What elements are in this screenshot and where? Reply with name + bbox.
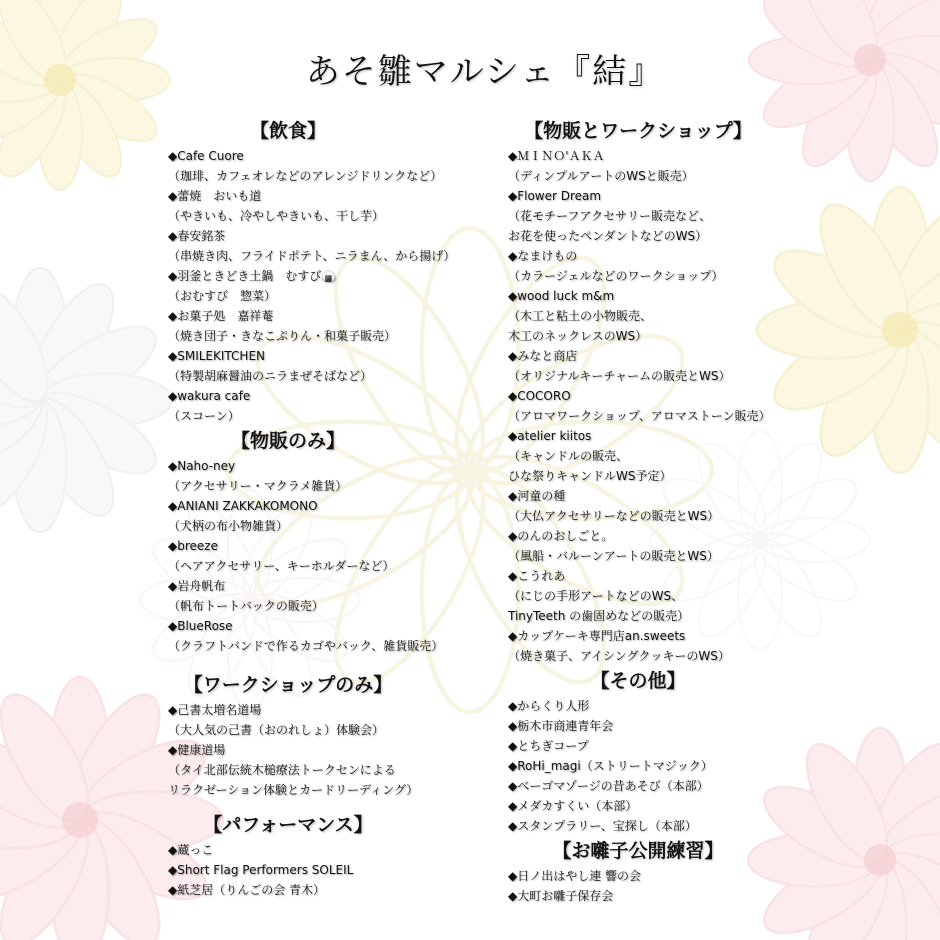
right-column	[508, 116, 808, 906]
list-item-detail: お花を使ったペンダントなどのWS）	[508, 229, 708, 243]
section-ohayashi-practice	[508, 836, 808, 906]
section-goods-and-workshop	[508, 116, 808, 666]
list-item-detail: （オリジナルキーチャームの販売とWS）	[508, 369, 731, 383]
list-item-detail: （珈琲、カフェオレなどのアレンジドリンクなど）	[168, 169, 443, 183]
list-item: ◆とちぎコープ	[508, 739, 589, 753]
list-item-detail: （おむすび 惣菜）	[168, 289, 277, 303]
list-item: ◆atelier kiitos	[508, 429, 592, 443]
list-item: ◆のんのおしごと。	[508, 529, 614, 543]
list-item-detail: （スコーン）	[168, 409, 240, 423]
list-item-detail: （アロマワークショップ、アロマストーン販売）	[508, 409, 771, 423]
list-item-detail: （大仏アクセサリーなどの販売とWS）	[508, 509, 720, 523]
list-item: ◆COCORO	[508, 389, 571, 403]
list-item: ◆Flower Dream	[508, 189, 602, 203]
list-item: ◆大町お囃子保存会	[508, 889, 614, 903]
list-item: ◆お菓子処 嘉祥菴	[168, 309, 274, 323]
list-item: ◆なまけもの	[508, 249, 578, 263]
section-heading: 【飲食】	[249, 120, 326, 142]
list-item: ◆栃木市商連青年会	[508, 719, 614, 733]
list-item-detail: （特製胡麻醤油のニラまぜそばなど）	[168, 369, 373, 383]
list-item: ◆蔵っこ	[168, 843, 214, 857]
list-item: ◆Cafe Cuore	[168, 149, 244, 163]
list-item-detail: （犬柄の布小物雑貨）	[168, 519, 289, 533]
section-heading: 【その他】	[590, 670, 686, 692]
list-item-detail: （ヘアアクセサリー、キーホルダーなど）	[168, 559, 395, 573]
section-heading: 【パフォーマンス】	[203, 814, 373, 836]
list-item: ◆日ノ出はやし連 響の会	[508, 869, 642, 883]
section-heading: 【ワークショップのみ】	[183, 674, 393, 696]
list-item-detail: （風船・バルーンアートの販売とWS）	[508, 549, 719, 563]
list-item: ◆Naho-ney	[168, 459, 236, 473]
list-item-detail: ひな祭りキャンドルWS予定）	[508, 469, 672, 483]
list-item: ◆breeze	[168, 539, 218, 553]
list-item: ◆SMILEKITCHEN	[168, 349, 266, 363]
list-item: ◆カップケーキ専門店an.sweets	[508, 629, 686, 643]
page-title: あそ雛マルシェ『結』	[305, 52, 665, 92]
list-item-detail: TinyTeeth の歯固めなどの販売）	[508, 609, 690, 623]
list-item-detail: （焼き菓子、アイシングクッキーのWS）	[508, 649, 730, 663]
list-item-detail: リラクゼーション体験とカードリーディング）	[168, 783, 419, 797]
list-item: ◆岩舟帆布	[168, 579, 226, 593]
list-item: ◆RoHi_magi（ストリートマジック）	[508, 759, 713, 773]
list-item-detail: （タイ北部伝統木槌療法トークセンによる	[168, 763, 396, 777]
section-workshop-only	[168, 670, 468, 800]
list-item: ◆蕾焼 おいも道	[168, 189, 262, 203]
list-item-detail: （焼き団子・きなこぷりん・和菓子販売）	[168, 329, 397, 343]
list-item-detail: 木工のネックレスのWS）	[508, 329, 648, 343]
section-heading: 【お囃子公開練習】	[552, 840, 724, 862]
list-item: ◆紙芝居（りんごの会 青木）	[168, 883, 326, 897]
list-item: ◆ＭＩＮＯ'ＡＫＡ	[508, 149, 605, 163]
left-column	[168, 116, 468, 900]
list-item-detail: （木工と粘土の小物販売、	[508, 309, 653, 323]
list-item: ◆羽釜ときどき土鍋 むすび🍙	[168, 269, 337, 283]
list-item-detail: （クラフトバンドで作るカゴやバック、雑貨販売）	[168, 639, 444, 653]
section-performance	[168, 810, 468, 900]
list-item: ◆健康道場	[168, 743, 226, 757]
section-heading: 【物販とワークショップ】	[524, 120, 752, 142]
list-item: ◆己書太増名道場	[168, 703, 262, 717]
list-item-detail: （花モチーフアクセサリー販売など、	[508, 209, 712, 223]
list-item-detail: （串焼き肉、フライドポテト、ニラまん、から揚げ）	[168, 249, 456, 263]
list-item-detail: （大人気の己書（おのれしょ）体験会）	[168, 723, 385, 737]
list-item: ◆春安銘茶	[168, 229, 226, 243]
list-item: ◆スタンプラリー、宝探し（本部）	[508, 819, 697, 833]
list-item: ◆からくり人形	[508, 699, 590, 713]
list-item: ◆ANIANI ZAKKAKOMONO	[168, 499, 318, 513]
list-item-detail: （カラージェルなどのワークショップ）	[508, 269, 724, 283]
section-food	[168, 116, 468, 426]
list-item-detail: （やきいも、冷やしやきいも、干し芋）	[168, 209, 385, 223]
list-item-detail: （帆布トートバックの販売）	[168, 599, 324, 613]
section-goods-only	[168, 426, 468, 656]
list-item: ◆みなと商店	[508, 349, 578, 363]
list-item: ◆べーゴマゾージの昔あそび（本部）	[508, 779, 709, 793]
section-other	[508, 666, 808, 836]
list-item-detail: （にじの手形アートなどのWS、	[508, 589, 684, 603]
list-item: ◆BlueRose	[168, 619, 233, 633]
list-item: ◆河童の種	[508, 489, 566, 503]
list-item-detail: （ディンプルアートのWSと販売）	[508, 169, 694, 183]
list-item: ◆wood luck m&m	[508, 289, 615, 303]
list-item: ◆メダカすくい（本部）	[508, 799, 638, 813]
list-item: ◆Short Flag Performers SOLEIL	[168, 863, 354, 877]
list-item: ◆こうれあ	[508, 569, 566, 583]
list-item-detail: （アクセサリー・マクラメ雑貨）	[168, 479, 348, 493]
list-item: ◆wakura cafe	[168, 389, 251, 403]
list-item-detail: （キャンドルの販売、	[508, 449, 629, 463]
section-heading: 【物販のみ】	[230, 430, 345, 452]
